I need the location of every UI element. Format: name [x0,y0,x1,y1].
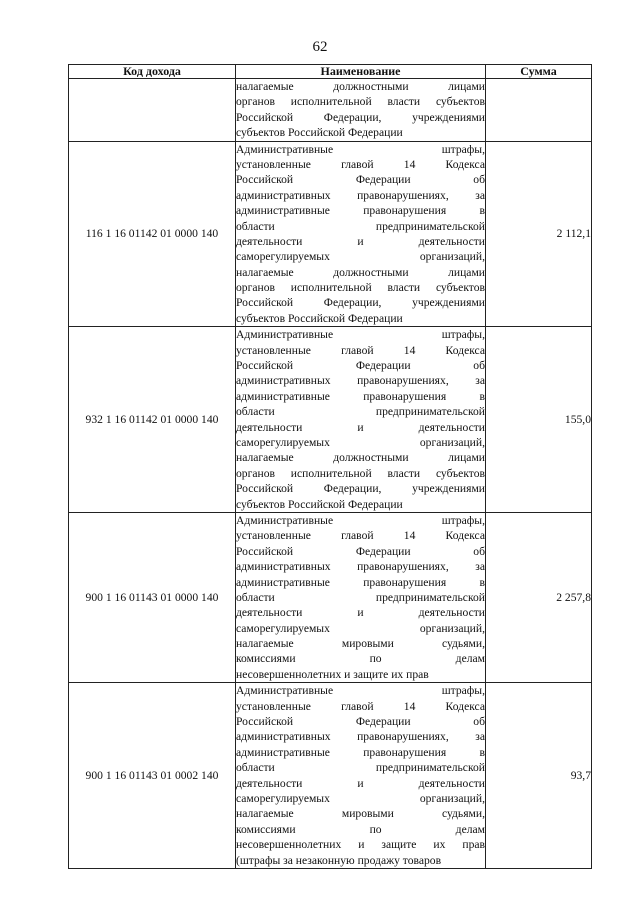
name-line: области предпринимательской [236,590,485,604]
name-line: области предпринимательской [236,219,485,233]
name-line: налагаемые мировыми судьями, [236,807,485,821]
name-line: Российской Федерации об [236,544,485,558]
name-line: комиссиями по делам [236,822,485,836]
income-code-cell: 900 1 16 01143 01 0000 140 [69,512,236,682]
name-line: саморегулируемых организаций, [236,791,485,805]
name-cell [236,512,486,682]
page-number: 62 [312,39,328,55]
table-row [69,512,592,682]
name-line: установленные главой 14 Кодекса [236,343,485,357]
header-name: Наименование [236,65,486,79]
income-code-cell: 932 1 16 01142 01 0000 140 [69,327,236,513]
name-cell [236,141,486,327]
name-line: субъектов Российской Федерации [236,311,403,325]
name-line: Российской Федерации об [236,173,485,187]
name-line: Российской Федерации, учреждениями [236,110,485,124]
name-line: (штрафы за незаконную продажу товаров [236,853,442,867]
table-row [69,683,592,869]
name-line: административные правонарушения в [236,204,485,218]
name-line: налагаемые должностными лицами [236,80,485,93]
amount-cell: 93,7 [486,683,592,869]
name-cell [236,327,486,513]
name-line: области предпринимательской [236,405,485,419]
name-line: комиссиями по делам [236,652,485,666]
income-code-cell: 116 1 16 01142 01 0000 140 [69,141,236,327]
name-line: налагаемые мировыми судьями, [236,637,485,651]
table-header-row [69,65,592,79]
name-line: деятельности и деятельности [236,606,485,620]
name-line: саморегулируемых организаций, [236,621,485,635]
name-line: установленные главой 14 Кодекса [236,529,485,543]
name-line: налагаемые должностными лицами [236,451,485,465]
name-line: Российской Федерации об [236,359,485,373]
name-line: саморегулируемых организаций, [236,435,485,449]
name-line: несовершеннолетних и защите их прав [236,838,485,852]
income-code-cell [69,79,236,142]
name-line: органов исполнительной власти субъектов [236,281,485,295]
name-line: деятельности и деятельности [236,776,485,790]
name-line: административных правонарушениях, за [236,188,485,202]
name-line: Российской Федерации, учреждениями [236,296,485,310]
income-code-cell: 900 1 16 01143 01 0002 140 [69,683,236,869]
name-line: несовершеннолетних и защите их прав [236,667,429,681]
table-row [69,327,592,513]
name-line: субъектов Российской Федерации [236,126,403,140]
header-sum: Сумма [486,65,592,79]
name-line: деятельности и деятельности [236,420,485,434]
table-row [69,141,592,327]
name-line: органов исполнительной власти субъектов [236,466,485,480]
name-line: Административные штрафы, [236,328,485,342]
amount-cell: 155,0 [486,327,592,513]
name-line: органов исполнительной власти субъектов [236,95,485,109]
revenue-table [68,64,592,869]
amount-cell: 2 257,8 [486,512,592,682]
name-line: административные правонарушения в [236,389,485,403]
name-line: области предпринимательской [236,761,485,775]
name-line: Административные штрафы, [236,684,485,698]
header-code: Код дохода [69,65,236,79]
name-line: административные правонарушения в [236,575,485,589]
name-cell [236,79,486,142]
name-line: административных правонарушениях, за [236,730,485,744]
name-line: саморегулируемых организаций, [236,250,485,264]
name-line: Российской Федерации, учреждениями [236,482,485,496]
name-line: налагаемые должностными лицами [236,265,485,279]
name-line: административных правонарушениях, за [236,560,485,574]
name-line: установленные главой 14 Кодекса [236,157,485,171]
name-line: административные правонарушения в [236,745,485,759]
name-line: Российской Федерации об [236,715,485,729]
table-body [69,79,592,869]
amount-cell [486,79,592,142]
table-row [69,79,592,142]
name-line: деятельности и деятельности [236,234,485,248]
name-line: Административные штрафы, [236,513,485,527]
name-line: субъектов Российской Федерации [236,497,403,511]
amount-cell: 2 112,1 [486,141,592,327]
name-line: установленные главой 14 Кодекса [236,699,485,713]
name-line: административных правонарушениях, за [236,374,485,388]
name-line: Административные штрафы, [236,142,485,156]
name-cell [236,683,486,869]
